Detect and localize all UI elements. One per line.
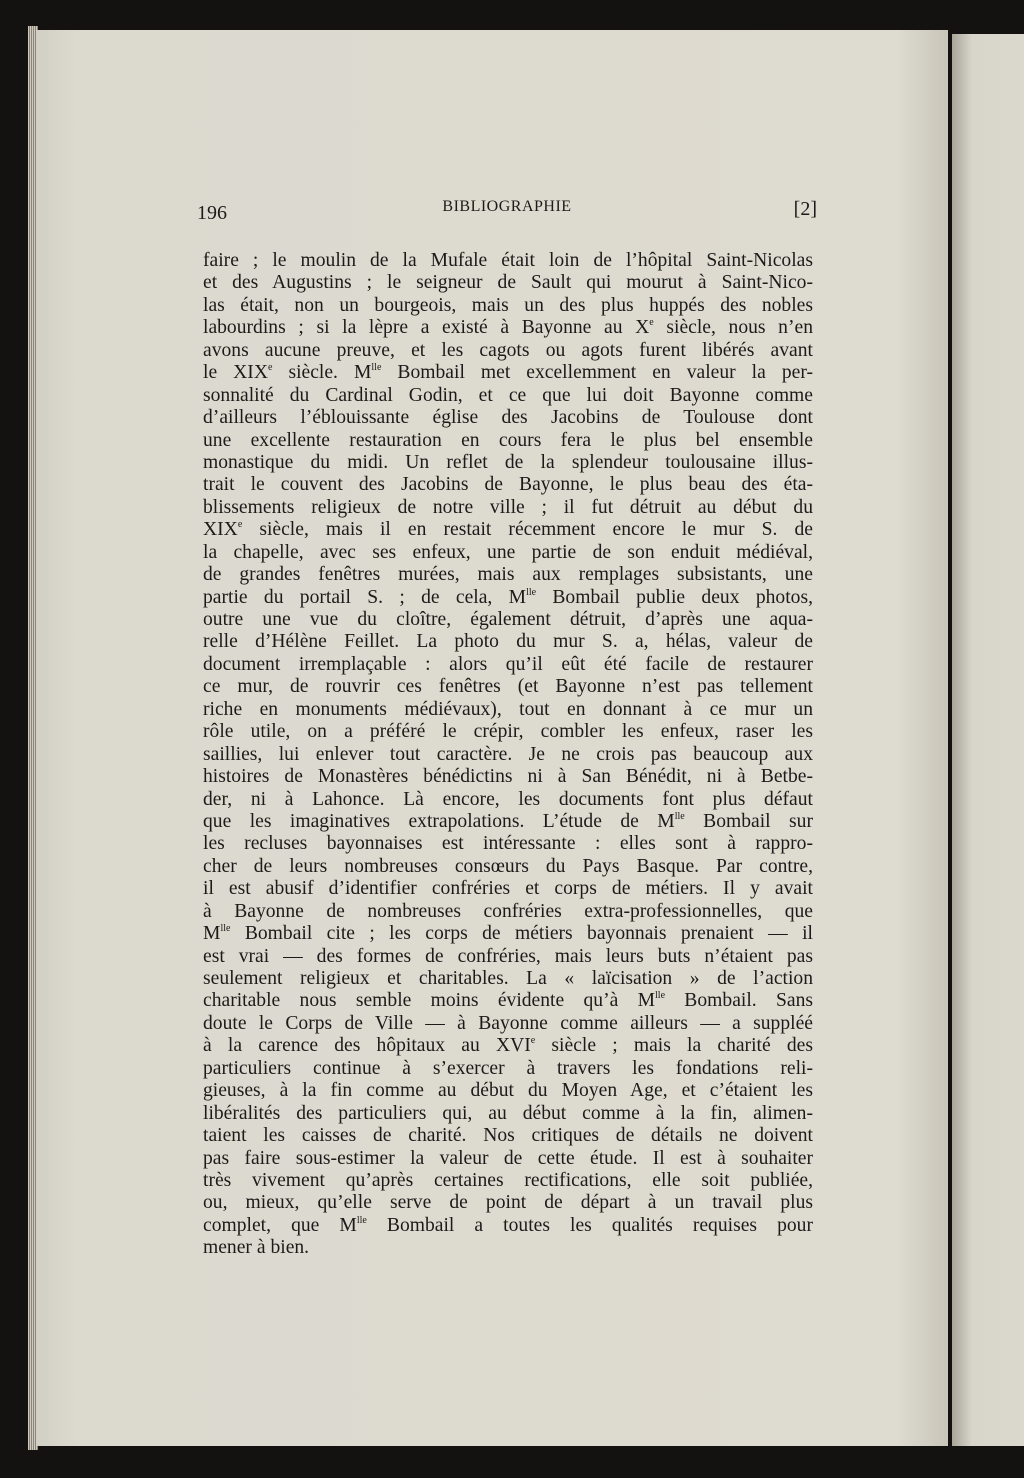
text-line	[203, 452, 813, 474]
text-line	[203, 631, 813, 653]
facing-page	[952, 34, 1024, 1446]
superscript: lle	[220, 923, 231, 935]
superscript: lle	[356, 1214, 367, 1226]
text-line	[203, 1215, 813, 1237]
text-line	[203, 1125, 813, 1147]
text-segment: sonnalité du Cardinal Godin, et ce que lui doit Bayonne comme	[203, 384, 813, 406]
text-line	[203, 407, 813, 429]
text-line	[203, 1170, 813, 1192]
text-segment: charitable nous semble moins évidente qu’à M	[203, 990, 656, 1012]
superscript: lle	[674, 810, 685, 822]
text-segment: le XIX	[203, 362, 268, 384]
text-segment: à Bayonne de nombreuses confréries extra-professionnelles, que	[203, 900, 813, 922]
text-line	[203, 295, 813, 317]
text-segment: Bombail. Sans	[665, 990, 813, 1012]
text-line	[203, 789, 813, 811]
text-line	[203, 744, 813, 766]
text-segment: à la carence des hôpitaux au XVI	[203, 1035, 531, 1057]
text-segment: saillies, lui enlever tout caractère. Je ne crois pas beaucoup aux	[203, 743, 813, 765]
text-line	[203, 1058, 813, 1080]
text-segment: Bombail met excellemment en valeur la per-	[381, 362, 813, 384]
text-line	[203, 1103, 813, 1125]
text-line	[203, 564, 813, 586]
text-segment: monastique du midi. Un reflet de la splendeur toulousaine illus-	[203, 451, 813, 473]
text-segment: partie du portail S. ; de cela, M	[203, 586, 527, 608]
text-segment: particuliers continue à s’exercer à travers les fondations reli-	[203, 1057, 813, 1079]
text-segment: libéralités des particuliers qui, au début comme à la fin, alimen-	[203, 1102, 813, 1124]
text-line	[203, 901, 813, 923]
text-line	[203, 946, 813, 968]
running-title: BIBLIOGRAPHIE	[442, 198, 572, 215]
text-segment: très vivement qu’après certaines rectifications, elle soit publiée,	[203, 1169, 813, 1191]
text-segment: Bombail sur	[684, 810, 813, 832]
text-line	[203, 362, 813, 384]
superscript: e	[649, 317, 654, 329]
text-line	[203, 1035, 813, 1057]
text-segment: riche en monuments médiévaux), tout en donnant à ce mur un	[203, 698, 813, 720]
running-header	[197, 198, 817, 228]
text-segment: las était, non un bourgeois, mais un des plus huppés des nobles	[203, 294, 813, 316]
text-segment: faire ; le moulin de la Mufale était loin de l’hôpital Saint-Nicolas	[203, 250, 813, 271]
text-segment: cher de leurs nombreuses consœurs du Pays Basque. Par contre,	[203, 855, 813, 877]
text-line	[203, 833, 813, 855]
text-line	[203, 609, 813, 631]
text-segment: M	[203, 923, 221, 945]
text-segment: gieuses, à la fin comme au début du Moyen Age, et c’étaient les	[203, 1080, 813, 1102]
superscript: e	[267, 362, 273, 374]
text-segment: pas faire sous-estimer la valeur de cette étude. Il est à souhaiter	[203, 1147, 813, 1169]
text-line	[203, 878, 813, 900]
text-line	[203, 317, 813, 339]
page-number: 196	[197, 202, 227, 224]
text-line	[203, 340, 813, 362]
text-segment: il est abusif d’identifier confréries et corps de métiers. Il y avait	[203, 878, 813, 900]
text-line	[203, 1013, 813, 1035]
text-segment: siècle, nous n’en	[653, 317, 813, 339]
text-segment: la chapelle, avec ses enfeux, une partie de son enduit médiéval,	[203, 541, 813, 563]
text-line	[203, 542, 813, 564]
text-segment: trait le couvent des Jacobins de Bayonne, le plus beau des éta-	[203, 474, 813, 496]
text-segment: ou, mieux, qu’elle serve de point de départ à un travail plus	[203, 1192, 813, 1214]
text-line	[203, 968, 813, 990]
text-segment: histoires de Monastères bénédictins ni à San Bénédit, ni à Betbe-	[203, 766, 813, 788]
text-line	[203, 923, 813, 945]
text-segment: avons aucune preuve, et les cagots ou agots furent libérés avant	[203, 339, 813, 361]
text-line	[203, 654, 813, 676]
text-line	[203, 699, 813, 721]
text-line	[203, 1237, 813, 1259]
superscript: lle	[371, 362, 382, 374]
section-number: [2]	[793, 198, 817, 220]
text-segment: d’ailleurs l’éblouissante église des Jacobins de Toulouse dont	[203, 407, 813, 429]
text-segment: Bombail cite ; les corps de métiers bayonnais prenaient — il	[230, 923, 813, 945]
text-segment: labourdins ; si la lèpre a existé à Bayonne au X	[203, 317, 650, 339]
text-line	[203, 811, 813, 833]
text-segment: document irremplaçable : alors qu’il eût été facile de restaurer	[203, 653, 813, 675]
text-segment: relle d’Hélène Feillet. La photo du mur S. a, hélas, valeur de	[203, 631, 813, 653]
superscript: e	[530, 1035, 536, 1047]
text-line	[203, 1148, 813, 1170]
text-segment: mener à bien.	[203, 1237, 310, 1259]
text-segment: une excellente restauration en cours fera le plus bel ensemble	[203, 429, 813, 451]
text-line	[203, 676, 813, 698]
text-line	[203, 430, 813, 452]
text-line	[203, 587, 813, 609]
text-segment: les recluses bayonnaises est intéressante : elles sont à rappro-	[203, 833, 813, 855]
text-segment: doute le Corps de Ville — à Bayonne comme ailleurs — a suppléé	[203, 1012, 813, 1034]
text-line	[203, 497, 813, 519]
text-segment: ce mur, de rouvrir ces fenêtres (et Bayonne n’est pas tellement	[203, 676, 813, 698]
text-line	[203, 1080, 813, 1102]
body-text	[203, 250, 813, 1260]
text-line	[203, 250, 813, 272]
superscript: lle	[655, 990, 666, 1002]
text-segment: de grandes fenêtres murées, mais aux remplages subsistants, une	[203, 564, 813, 586]
text-segment: complet, que M	[203, 1214, 357, 1236]
text-segment: XIX	[203, 519, 238, 541]
superscript: e	[237, 519, 243, 531]
text-line	[203, 272, 813, 294]
text-segment: der, ni à Lahonce. Là encore, les documents font plus défaut	[203, 788, 813, 810]
text-line	[203, 721, 813, 743]
text-segment: siècle ; mais la charité des	[535, 1035, 813, 1057]
text-line	[203, 766, 813, 788]
text-segment: blissements religieux de notre ville ; il fut détruit au début du	[203, 496, 813, 518]
text-line	[203, 856, 813, 878]
text-line	[203, 385, 813, 407]
text-segment: taient les caisses de charité. Nos critiques de détails ne doivent	[203, 1125, 813, 1147]
text-segment: rôle utile, on a préféré le crépir, combler les enfeux, raser les	[203, 721, 813, 743]
text-line	[203, 1192, 813, 1214]
text-segment: que les imaginatives extrapolations. L’étude de M	[203, 810, 675, 832]
text-segment: seulement religieux et charitables. La « laïcisation » de l’action	[203, 968, 813, 989]
text-segment: siècle. M	[272, 362, 372, 384]
text-line	[203, 990, 813, 1012]
text-segment: et des Augustins ; le seigneur de Sault qui mourut à Saint-Nico-	[203, 272, 813, 294]
text-segment: Bombail a toutes les qualités requises pour	[366, 1214, 813, 1236]
text-segment: Bombail publie deux photos,	[536, 586, 813, 608]
text-segment: outre une vue du cloître, également détruit, d’après une aqua-	[203, 609, 813, 630]
superscript: lle	[526, 586, 537, 598]
text-line	[203, 474, 813, 496]
text-segment: est vrai — des formes de confréries, mais leurs buts n’étaient pas	[203, 945, 813, 967]
text-line	[203, 519, 813, 541]
text-segment: siècle, mais il en restait récemment encore le mur S. de	[242, 519, 813, 541]
